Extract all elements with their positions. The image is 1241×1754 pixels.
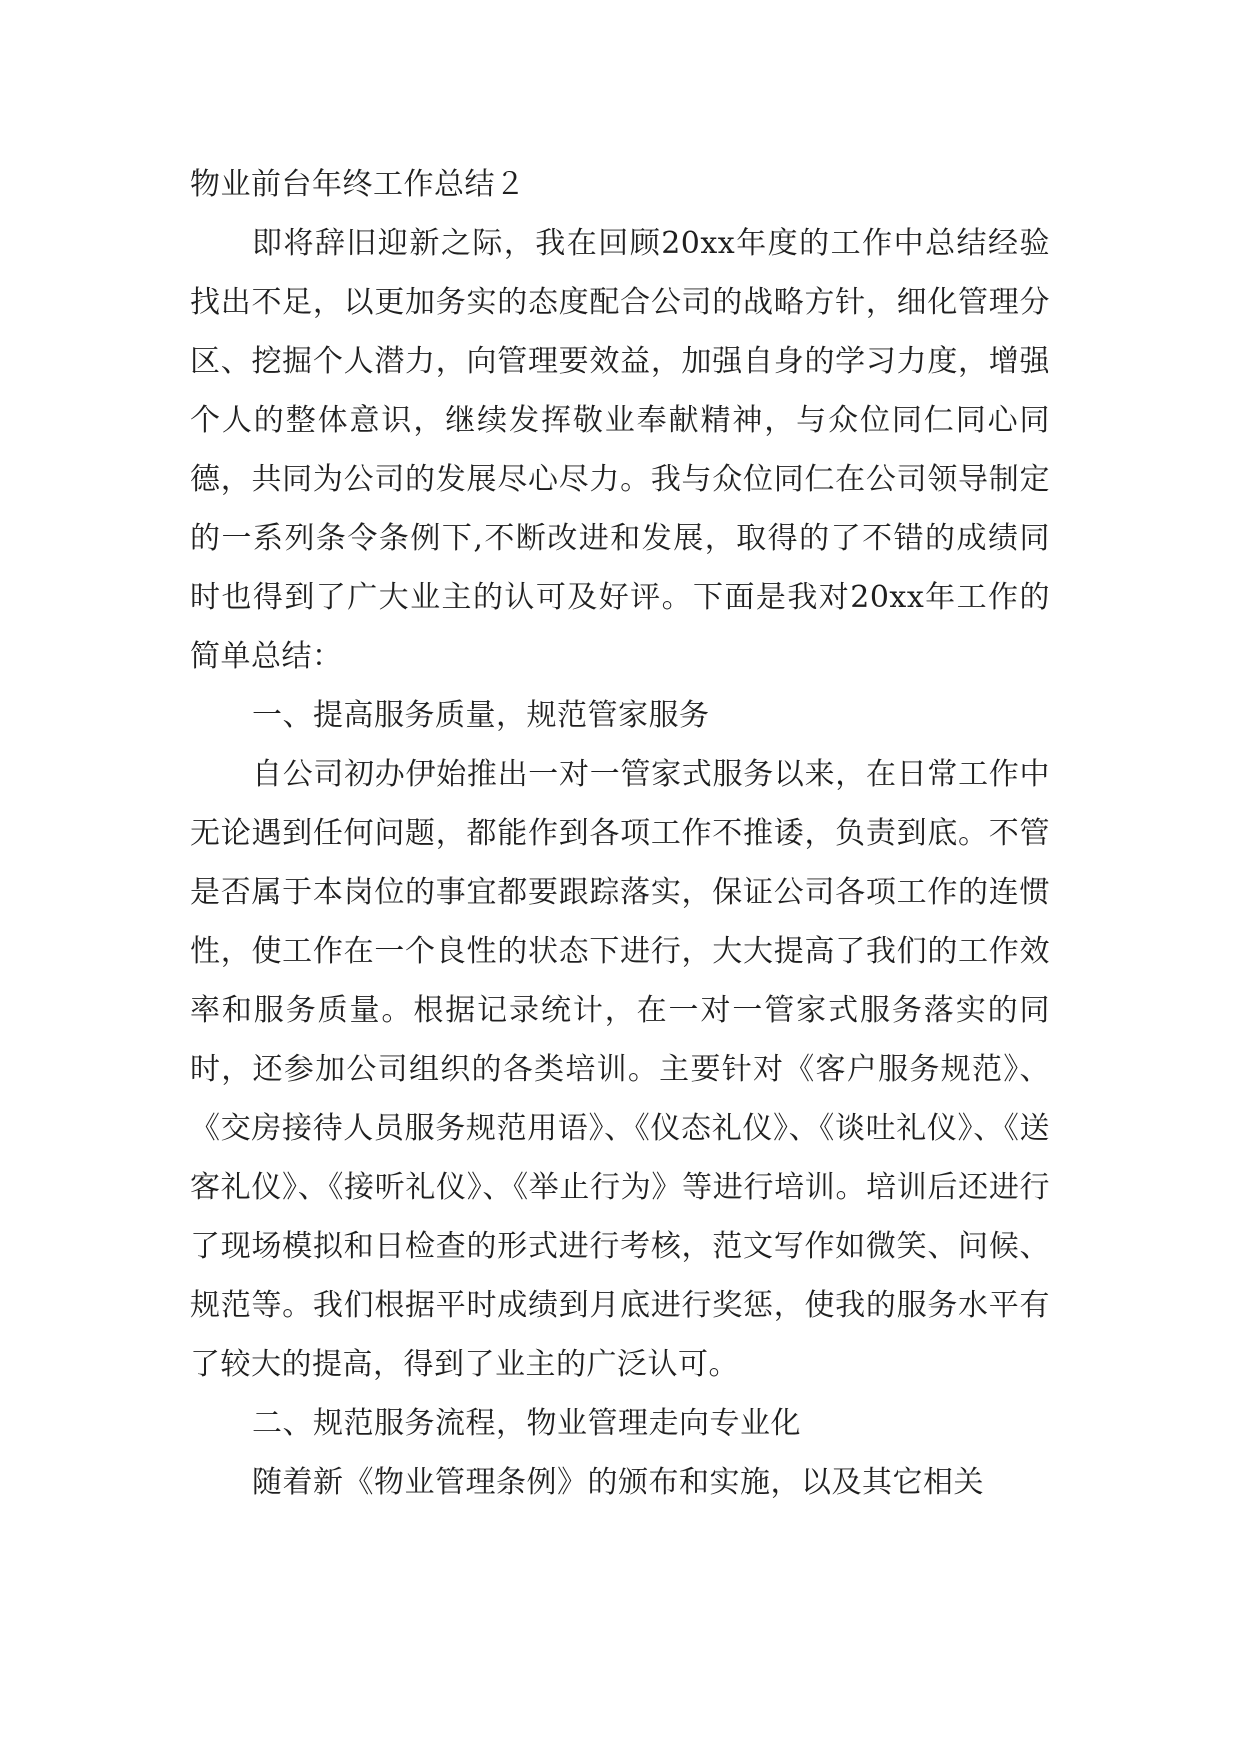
paragraph-intro: 即将辞旧迎新之际，我在回顾20xx年度的工作中总结经验找出不足，以更加务实的态度配合公司的战略方针，细化管理分区、挖掘个人潜力，向管理要效益，加强自身的学习力度，增强个人的整体意识，继续发挥敬业奉献精神，与众位同仁同心同德，共同为公司的发展尽心尽力。我与众位同仁在公司领导制定的一系列条令条例下,不断改进和发展，取得的了不错的成绩同时也得到了广大业主的认可及好评。下面是我对20xx年工作的简单总结： [190,226,1050,674]
document-body [190,155,1050,1512]
section-heading-1: 一、提高服务质量，规范管家服务 [252,698,710,733]
document-title: 物业前台年终工作总结２ [190,167,526,202]
section-heading-2: 二、规范服务流程，物业管理走向专业化 [252,1406,801,1441]
paragraph-regulations: 随着新《物业管理条例》的颁布和实施，以及其它相关 [252,1465,984,1500]
paragraph-service-quality: 自公司初办伊始推出一对一管家式服务以来，在日常工作中无论遇到任何问题，都能作到各项工作不推诿，负责到底。不管是否属于本岗位的事宜都要跟踪落实，保证公司各项工作的连惯性，使工作在一个良性的状态下进行，大大提高了我们的工作效率和服务质量。根据记录统计，在一对一管家式服务落实的同时，还参加公司组织的各类培训。主要针对《客户服务规范》、《交房接待人员服务规范用语》、《仪态礼仪》、《谈吐礼仪》、《送客礼仪》、《接听礼仪》、《举止行为》等进行培训。培训后还进行了现场模拟和日检查的形式进行考核，范文写作如微笑、问候、规范等。我们根据平时成绩到月底进行奖惩，使我的服务水平有了较大的提高，得到了业主的广泛认可。 [190,757,1050,1382]
